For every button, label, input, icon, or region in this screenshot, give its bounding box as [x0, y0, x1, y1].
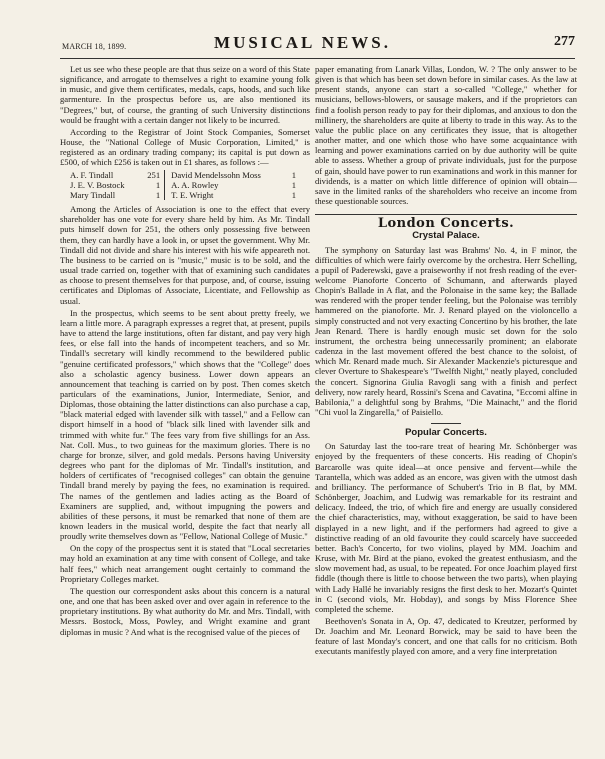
shareholder-name: J. E. V. Bostock: [70, 179, 125, 190]
shareholder-name: A. A. Rowley: [171, 179, 219, 190]
shareholder-name: T. E. Wright: [171, 189, 214, 200]
header-rule: [60, 58, 575, 59]
share-count: 1: [291, 179, 296, 190]
paragraph: The question our correspondent asks about this concern is a natural one, and one that has been asked over and over again in reference to the proprietary institutions. By what authority do Mr. and Mrs. Tindall, with Messrs. Bostock, Moss, Powley, and Wright examine and grant diplomas in music ? And what is the recognised value of the pieces of: [60, 585, 310, 637]
paragraph: In the prospectus, which seems to be sent about pretty freely, we learn a little more. A paragraph expresses a regret that, at present, pupils have to attend the large institutions, often far distant, and pay very high fees, or else fall into the hands of incompetent teachers, and so Mr. Tindall's secretary will kindly recommend to the bewildered public "genuine certificated professors," which shows that the "College" does also a scholastic agency business. Lower down appears an announcement that teaching is carried on by post. Then comes sketch particulars of the examinations, Junior, Intermediate, Senior, and Diplomas, those obtaining the latter distinctions can also purchase a cap, "black material edged with lavender silk with tassel," and a Fellow can disport himself in a hood of "black silk lined with lavender silk and trimmed with white fur." The fees vary from five shillings for an Ass. Nat. Coll. Mus., to two guineas for the maximum glories. There is no charge for bronze, silver, and gold medals. Persons having University degrees who pant for the diplomas of Mr. Tindall's institution, and holders of certificates of "recognised colleges" can obtain the genuine Tindall brand merely by paying the fees, no examination is required. The names of the gentlemen and ladies acting as the Board of Examiners are supplied, and, without impugning the powers and abilities of these persons, it must be remarked that none of them are known leaders in the musical world, despite the fact that nearly all proudly write themselves down as "Fellow, National College of Music.": [60, 307, 310, 542]
subsection-rule: [431, 423, 461, 424]
share-count: 1: [291, 169, 296, 180]
table-row: [70, 180, 300, 190]
paragraph: paper emanating from Lanark Villas, London, W. ? The only answer to be given is that which has been set down before in similar cases. As the law at present stands, anyone can start a so-called "College," whether for musicians, bellows-blowers, or sausage makers, and if the proprietors can find a foolish person ready to pay for their diplomas, and anxious to don the millinery, the shareholders are quite at liberty to trade in this way. As to the value the public place on any certificates they issue, that is altogether another matter, and one which those who have some acquaintance with learning and power examinations carried on by due authority will be quite able to assess. Whether a group of private individuals, just for the purpose of gain, should have power to run examinations and work in this manner for dividends, is a matter on which little difference of opinion will obtain—save in the limited ranks of the shareholders who receive an income from these questionable sources.: [315, 64, 577, 207]
shareholder-table: [70, 170, 300, 201]
shareholder-name: David Mendelssohn Moss: [171, 169, 261, 180]
section-heading: London Concerts.: [377, 216, 515, 232]
section-rule: [315, 214, 577, 215]
table-row: [70, 190, 300, 200]
paragraph: The symphony on Saturday last was Brahms' No. 4, in F minor, the difficulties of which were fairly overcome by the orchestra. Herr Schelling, a pupil of Paderewski, gave a praiseworthy if not fresh reading of the ever-welcome Pianoforte Concerto of Schumann, and afterwards played Chopin's Ballade in A flat, and the Polonaise in the same key; the Ballade was rendered with the proper tender feeling, but the Polonaise was terribly hammered on the pianoforte. Mr. J. Renard played on the violoncello a simply constructed and not very exacting Concertino by his brother, the late Jean Renard. There is hardly enough music set down for the solo instrument, the orchestra being unnecessarily prominent; an elaborate cadenza in the last movement offered the best chance to the soloist, of which Mr. Renard made much. Sir Alexander Mackenzie's picturesque and clever Overture to Shakespeare's "Twelfth Night," neatly played, concluded the concert. Signorina Giulia Ravogli sang with a finish and perfect delivery, now rarely heard, Rossini's Scena and Cavatina, "Eccomi alfine in Babilonia," a delightful song by Brahms, "Die Mainacht," and the florid "Chi vuol la Zingarella," of Paisiello.: [315, 244, 577, 417]
table-row: [70, 170, 300, 180]
right-column: [315, 64, 577, 659]
masthead-title: MUSICAL NEWS.: [214, 33, 391, 52]
subheading-popular-concerts: Popular Concerts.: [405, 427, 487, 439]
left-column: [60, 64, 310, 639]
page-number: 277: [554, 34, 575, 49]
paragraph: Let us see who these people are that thus seize on a word of this State significance, and arrogate to themselves a right to examine young folk in music, and give them certificates, medals, caps, hoods, and such like garmenture. In the prospectus before us, are also mentioned its "Degrees," but, of course, the granting of such University distinctions would be fraught with a certain danger not likely to be incurred.: [60, 64, 310, 125]
paragraph: Beethoven's Sonata in A, Op. 47, dedicated to Kreutzer, performed by Dr. Joachim and Mr. Leonard Borwick, may be said to have been the feature of last Monday's concert, and one that calls for no criticism. Both executants manifestly played con amore, and a very fine interpretation: [315, 615, 577, 657]
share-count: 251: [147, 169, 161, 180]
issue-date: MARCH 18, 1899.: [62, 42, 127, 51]
paragraph: On the copy of the prospectus sent it is stated that "Local secretaries may hold an examination at any time with consent of College, and take half fees," which neat arrangement ought certainly to command the Proprietary Colleges market.: [60, 543, 310, 584]
paragraph: According to the Registrar of Joint Stock Companies, Somerset House, the "National College of Music Corporation, Limited," is registered as an ordinary trading company; its capital is put down as £500, of which £256 is taken out in £1 shares, as follows :—: [60, 126, 310, 168]
subheading-crystal-palace: Crystal Palace.: [412, 230, 480, 242]
paragraph: On Saturday last the too-rare treat of hearing Mr. Schönberger was enjoyed by the frequenters of these concerts. His reading of Chopin's Barcarolle was quite ideal—at once pensive and fervent—while the Tarantella, which was added as an encore, was given with the utmost dash and brilliancy. The performance of Schubert's Trio in B flat, by MM. Schönberger, Joachim, and Ludwig was remarkable for its restraint and delicacy. Indeed, the trio, of which fire and energy are usually considered the chief characteristics, may, without exaggeration, be said to have been displayed in a new light, and if the performers had agreed to give a distinctive reading of an old favourite they could scarcely have succeeded better. Bach's Concerto, for two violins, played by MM. Joachim and Kruse, with Mr. Bird at the piano, evoked the greatest enthusiasm, and the slow movement had, as usual, to be repeated. For once Joachim played first fiddle (though there is little to choose between the two parts), when playing with Lady Hallé he invariably resigns the first desk to her. Mozart's Quintet in C (second viols, Mr. Hobday), and songs by Miss Florence Shee completed the scheme.: [315, 441, 577, 614]
page-header: [0, 0, 605, 58]
paragraph: Among the Articles of Association is one to the effect that every shareholder has one vote for every share held by him. As Mr. Tindall puts himself down for 251, the others only possessing five between them, they can hardly have a look in, or upset the government. Why Mr. Tindall did not divide and share his interest with his wife appeareth not. The business to be carried on is "music," music is to be sold, and the usual trade carried on, together with that of examining such candidates as choose to present themselves for that purpose, and, of course, issuing certificates and Diplomas of Associate, Licentiate, and Fellowship as usual.: [60, 204, 310, 306]
share-count: 1: [291, 189, 296, 200]
shareholder-name: Mary Tindall: [70, 189, 116, 200]
share-count: 1: [155, 179, 161, 190]
share-count: 1: [155, 189, 161, 200]
shareholder-name: A. F. Tindall: [70, 169, 114, 180]
